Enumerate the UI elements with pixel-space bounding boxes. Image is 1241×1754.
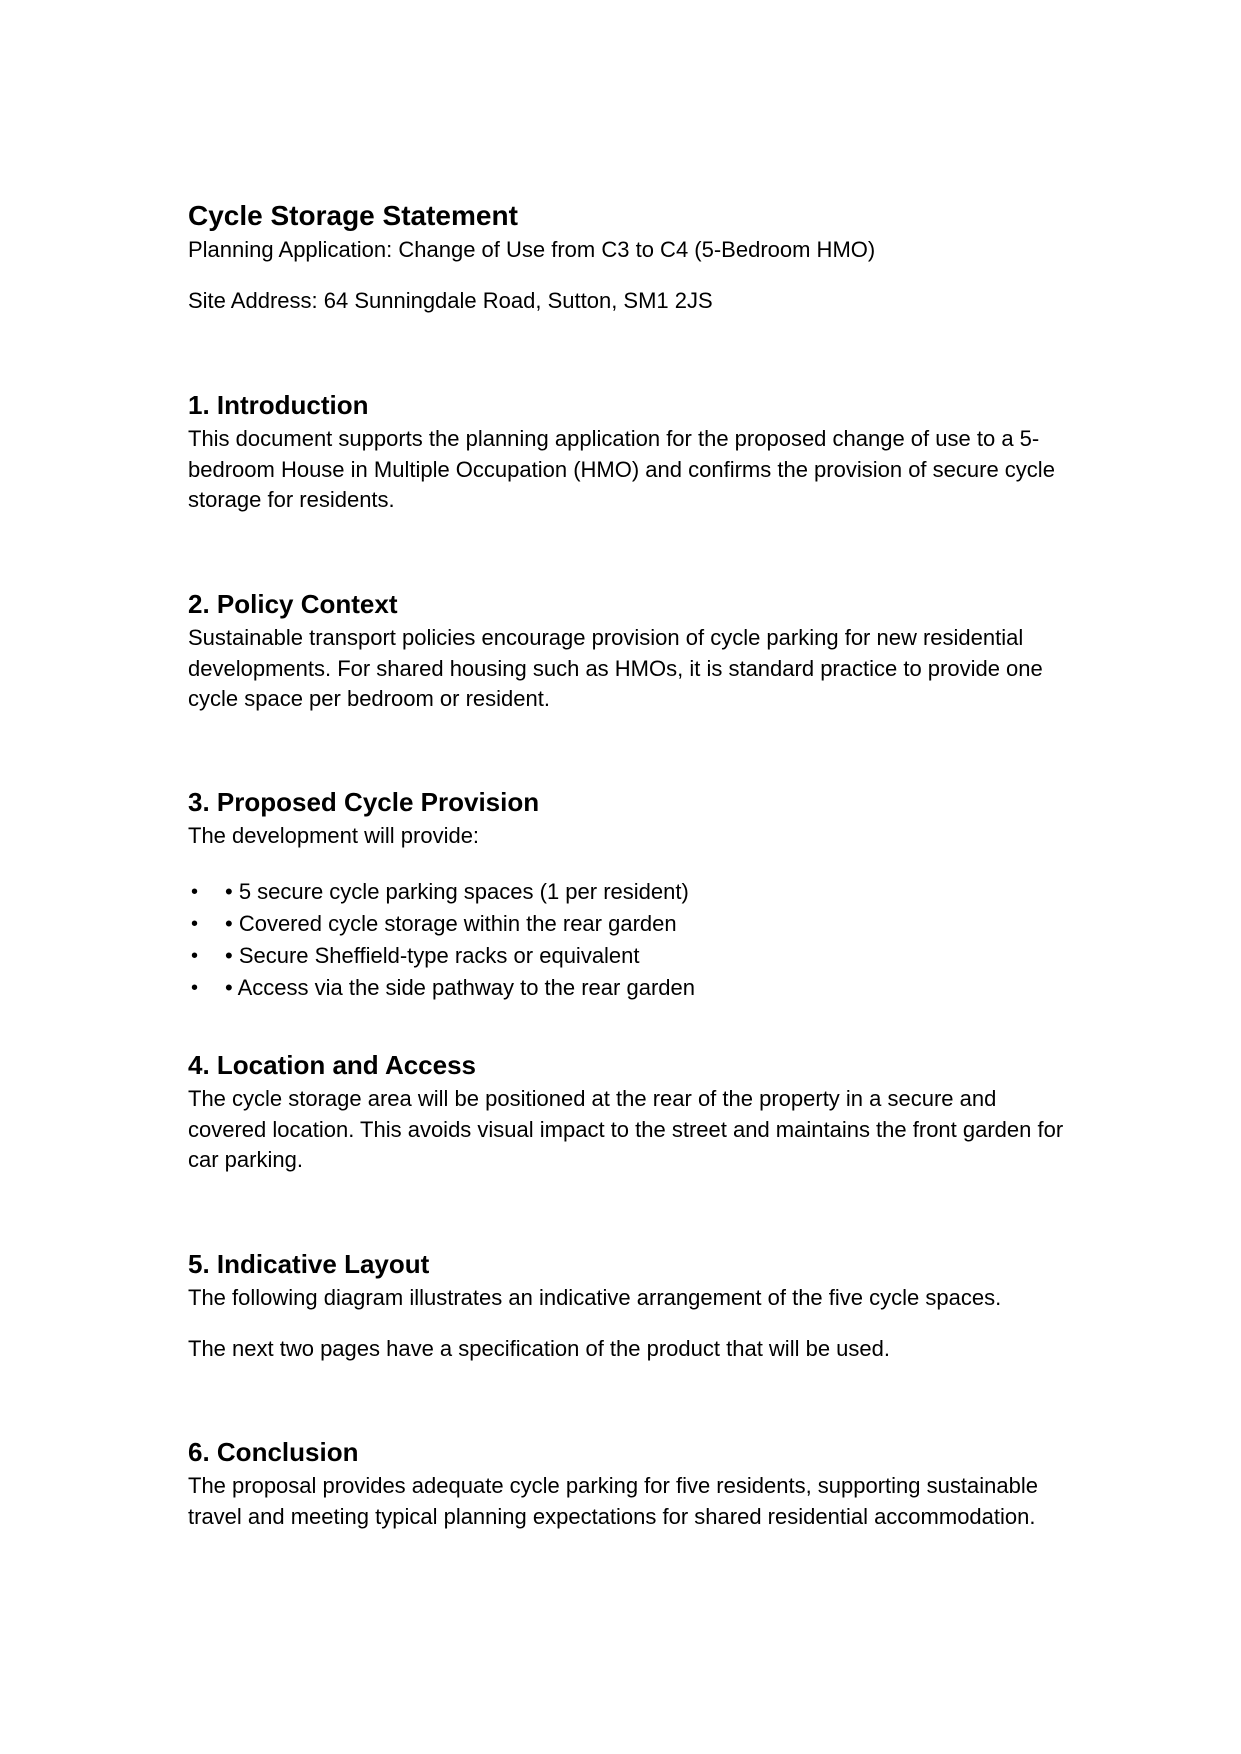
section-text-indicative-layout-note: The next two pages have a specification of the product that will be used. [188,1336,890,1361]
list-item-text: • 5 secure cycle parking spaces (1 per resident) [225,879,689,904]
list-item-text: • Access via the side pathway to the rear garden [225,975,695,1000]
list-item-text: • Covered cycle storage within the rear garden [225,911,677,936]
section-heading-location-and-access: 4. Location and Access [188,1050,477,1080]
document-title: Cycle Storage Statement [188,200,518,231]
list-item-text: • Secure Sheffield-type racks or equivalent [225,943,640,968]
list-item [188,940,695,972]
section-text-conclusion: The proposal provides adequate cycle parking for five residents, supporting sustainable travel and meeting typical planning expectations for shared residential accommodation. [188,1473,1038,1529]
section-text-indicative-layout: The following diagram illustrates an indicative arrangement of the five cycle spaces. [188,1285,1002,1310]
list-item [188,876,695,908]
application-line: Planning Application: Change of Use from C3 to C4 (5-Bedroom HMO) [188,237,876,262]
section-heading-introduction: 1. Introduction [188,390,369,420]
section-text-introduction: This document supports the planning application for the proposed change of use to a 5-bedroom House in Multiple Occupation (HMO) and confirms the provision of secure cycle storage for residents. [188,426,1055,512]
section-heading-proposed-cycle-provision: 3. Proposed Cycle Provision [188,787,540,817]
site-address-line: Site Address: 64 Sunningdale Road, Sutton, SM1 2JS [188,288,713,313]
section-heading-policy-context: 2. Policy Context [188,589,398,619]
section-text-proposed-cycle-provision: The development will provide: [188,823,480,848]
bullet-icon: • [191,913,199,935]
section-text-location-and-access: The cycle storage area will be positioned at the rear of the property in a secure and covered location. This avoids visual impact to the street and maintains the front garden for car parking. [188,1086,1064,1172]
bullet-icon: • [191,881,199,903]
bullet-icon: • [191,977,199,999]
list-item [188,908,695,940]
section-heading-indicative-layout: 5. Indicative Layout [188,1249,430,1279]
section-heading-conclusion: 6. Conclusion [188,1437,359,1467]
list-item [188,972,695,1004]
provision-list [188,876,695,1004]
section-text-policy-context: Sustainable transport policies encourage provision of cycle parking for new residential developments. For shared housing such as HMOs, it is standard practice to provide one cycle space per bedroom or resident. [188,625,1043,711]
bullet-icon: • [191,945,199,967]
